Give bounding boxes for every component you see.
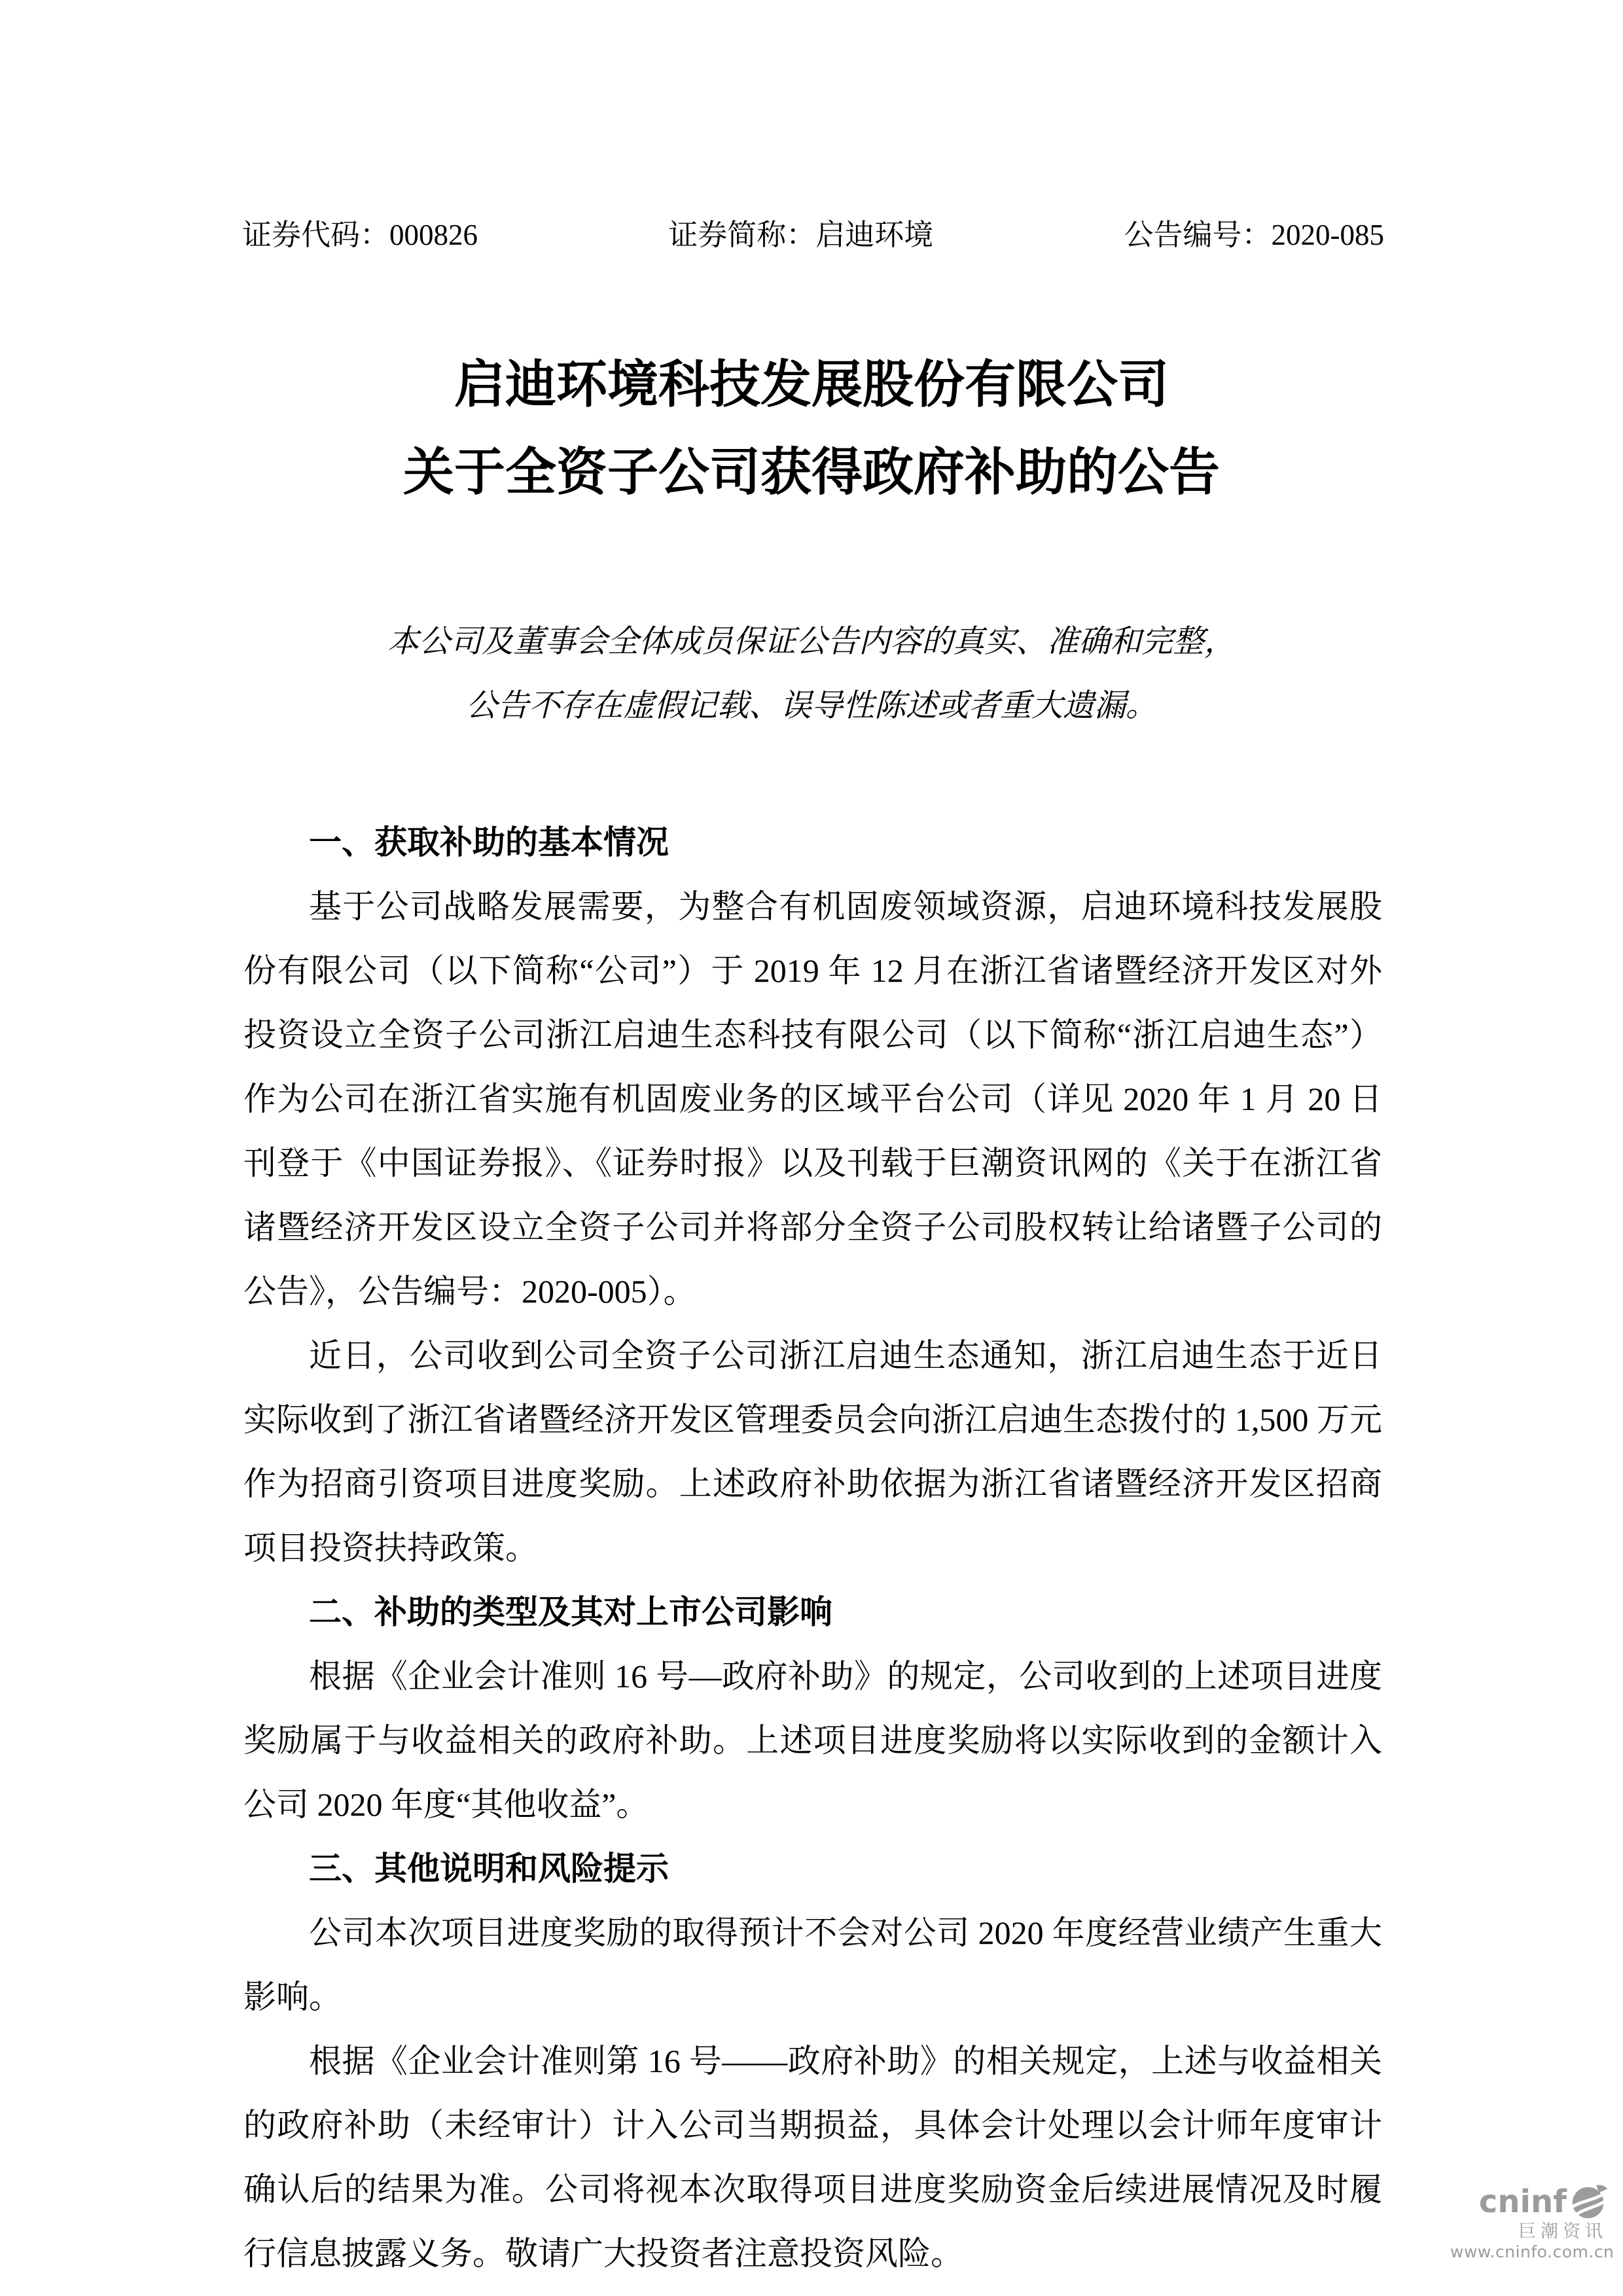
page-title: [0, 355, 1623, 502]
cninfo-logo: [1450, 2183, 1614, 2262]
section-1-paragraph-1: 基于公司战略发展需要，为整合有机固废领域资源，启迪环境科技发展股份有限公司（以下简称“公司”）于 2019 年 12 月在浙江省诸暨经济开发区对外投资设立全资子公司浙江启迪生态科技有限公司（以下简称“浙江启迪生态”）作为公司在浙江省实施有机固废业务的区域平台公司（详见 2020 年 1 月 20 日刊登于《中国证券报》、《证券时报》以及刊载于巨潮资讯网的《关于在浙江省诸暨经济开发区设立全资子公司并将部分全资子公司股权转让给诸暨子公司的公告》，公告编号：2020-005）。: [243, 888, 1382, 1310]
announcement-number: 公告编号：2020-085: [1124, 219, 1384, 251]
section-2-heading: 二、补助的类型及其对上市公司影响: [309, 1593, 832, 1631]
announcement-body: [243, 810, 1382, 2286]
section-3-paragraph-1: 公司本次项目进度奖励的取得预计不会对公司 2020 年度经营业绩产生重大影响。: [243, 1914, 1382, 2015]
statement-line-2: 公告不存在虚假记载、误导性陈述或者重大遗漏。: [465, 689, 1157, 723]
page-title-line-2: 关于全资子公司获得政府补助的公告: [402, 443, 1220, 502]
cninfo-brand-row: [1450, 2183, 1607, 2220]
board-guarantee-statement: [0, 610, 1623, 738]
document-header: [242, 216, 1384, 254]
section-1-paragraph-2: 近日，公司收到公司全资子公司浙江启迪生态通知，浙江启迪生态于近日实际收到了浙江省诸暨经济开发区管理委员会向浙江启迪生态拨付的 1,500 万元作为招商引资项目进度奖励。上述政府补助依据为浙江省诸暨经济开发区招商项目投资扶持政策。: [243, 1337, 1382, 1566]
statement-line-1: 本公司及董事会全体成员保证公告内容的真实、准确和完整，: [387, 624, 1236, 659]
section-3-heading: 三、其他说明和风险提示: [309, 1850, 669, 1888]
cninfo-brand-chinese: 巨潮资讯: [1518, 2221, 1607, 2242]
section-3-paragraph-2: 根据《企业会计准则第 16 号——政府补助》的相关规定，上述与收益相关的政府补助（未经审计）计入公司当期损益，具体会计处理以会计师年度审计确认后的结果为准。公司将视本次取得项目进度奖励资金后续进展情况及时履行信息披露义务。敬请广大投资者注意投资风险。: [243, 2043, 1382, 2272]
cninfo-brand-text: cninf: [1478, 2183, 1567, 2220]
section-2-paragraph-1: 根据《企业会计准则 16 号—政府补助》的规定，公司收到的上述项目进度奖励属于与收益相关的政府补助。上述项目进度奖励将以实际收到的金额计入公司 2020 年度“其他收益”。: [243, 1658, 1382, 1823]
section-1-heading: 一、获取补助的基本情况: [309, 823, 669, 861]
stock-code: 证券代码：000826: [242, 219, 478, 251]
globe-icon: [1571, 2183, 1607, 2220]
cninfo-url: www.cninfo.com.cn: [1450, 2242, 1614, 2261]
stock-abbreviation: 证券简称：启迪环境: [668, 219, 934, 251]
page-title-line-1: 启迪环境科技发展股份有限公司: [454, 355, 1169, 414]
